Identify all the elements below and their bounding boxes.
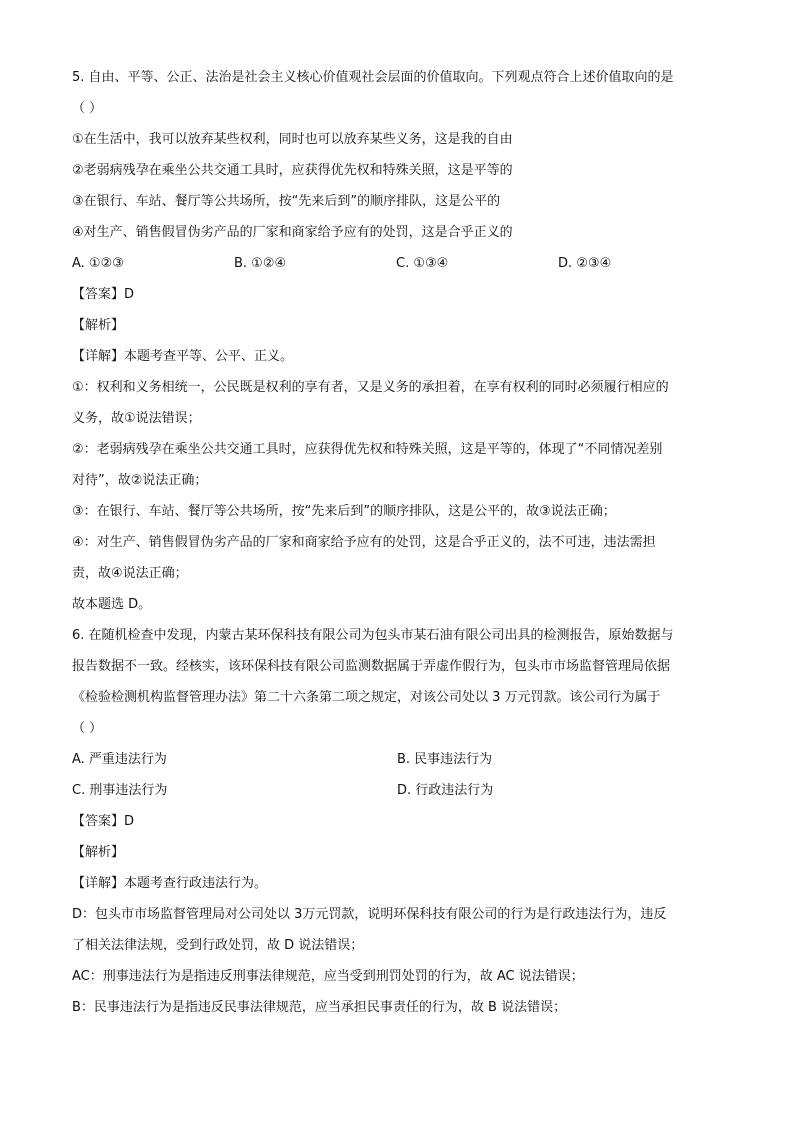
q5-option-a: A. ①②③	[72, 256, 124, 271]
q6-options-row-2	[72, 775, 722, 806]
q6-detail: 【详解】本题考查行政违法行为。	[72, 876, 268, 891]
document-page	[72, 62, 722, 1023]
q5-explain-line: ②：老弱病残孕在乘坐公共交通工具时，应获得优先权和特殊关照，这是平等的，体现了“不同情况差别	[72, 442, 663, 457]
q6-stem-line: 《检验检测机构监督管理办法》第二十六条第二项之规定，对该公司处以 3 万元罚款。该公司行为属于	[72, 690, 661, 705]
q6-explain-line: AC：刑事违法行为是指违反刑事法律规范，应当受到刑罚处罚的行为，故 AC 说法错误；	[72, 969, 584, 984]
q5-options	[72, 248, 722, 279]
q5-option-d: D. ②③④	[558, 256, 612, 271]
q5-statement: ②老弱病残孕在乘坐公共交通工具时，应获得优先权和特殊关照，这是平等的	[72, 163, 513, 178]
q5-blank: （ ）	[72, 101, 103, 116]
q5-explain-line: ④：对生产、销售假冒伪劣产品的厂家和商家给予应有的处罚，这是合乎正义的，法不可违，违法需担	[72, 535, 656, 550]
q5-statement: ①在生活中，我可以放弃某些权利，同时也可以放弃某些义务，这是我的自由	[72, 132, 513, 147]
q6-options-row-1	[72, 744, 722, 775]
q5-statement: ④对生产、销售假冒伪劣产品的厂家和商家给予应有的处罚，这是合乎正义的	[72, 225, 513, 240]
q5-analysis-heading: 【解析】	[72, 318, 125, 333]
q6-option-a: A. 严重违法行为	[72, 752, 167, 767]
q6-analysis-heading: 【解析】	[72, 845, 125, 860]
q5-stem: 5. 自由、平等、公正、法治是社会主义核心价值观社会层面的价值取向。下列观点符合上述价值取向的是	[72, 70, 674, 85]
q6-stem-line: 报告数据不一致。经核实，该环保科技有限公司监测数据属于弄虚作假行为，包头市市场监督管理局依据	[72, 659, 671, 674]
q6-option-b: B. 民事违法行为	[397, 752, 493, 767]
q5-detail: 【详解】本题考查平等、公平、正义。	[72, 349, 294, 364]
q5-explain-line: 责，故④说法正确；	[72, 566, 188, 581]
q6-option-d: D. 行政违法行为	[397, 783, 494, 798]
q6-answer: 【答案】D	[72, 814, 135, 829]
q6-option-c: C. 刑事违法行为	[72, 783, 168, 798]
q5-explain-line: 对待”，故②说法正确；	[72, 473, 208, 488]
q6-explain-line: D：包头市市场监督管理局对公司处以 3万元罚款，说明环保科技有限公司的行为是行政违法行为，违反	[72, 907, 667, 922]
q6-explain-line: 了相关法律法规，受到行政处罚，故 D 说法错误；	[72, 938, 364, 953]
q5-option-b: B. ①②④	[234, 256, 287, 271]
q5-explain-line: ③：在银行、车站、餐厅等公共场所，按“先来后到”的顺序排队，这是公平的，故③说法正确；	[72, 504, 616, 519]
q5-answer: 【答案】D	[72, 287, 135, 302]
q5-explain-line: ①：权利和义务相统一，公民既是权利的享有者，又是义务的承担着，在享有权利的同时必须履行相应的	[72, 380, 669, 395]
q5-explain-line: 义务，故①说法错误；	[72, 411, 201, 426]
q5-option-c: C. ①③④	[396, 256, 449, 271]
q6-stem-line: 6. 在随机检查中发现，内蒙古某环保科技有限公司为包头市某石油有限公司出具的检测报告，原始数据与	[72, 628, 674, 643]
q6-explain-line: B：民事违法行为是指违反民事法律规范，应当承担民事责任的行为，故 B 说法错误；	[72, 1000, 567, 1015]
q6-blank: （ ）	[72, 721, 103, 736]
q5-statement: ③在银行、车站、餐厅等公共场所，按“先来后到”的顺序排队，这是公平的	[72, 194, 501, 209]
q5-conclusion: 故本题选 D。	[72, 597, 152, 612]
